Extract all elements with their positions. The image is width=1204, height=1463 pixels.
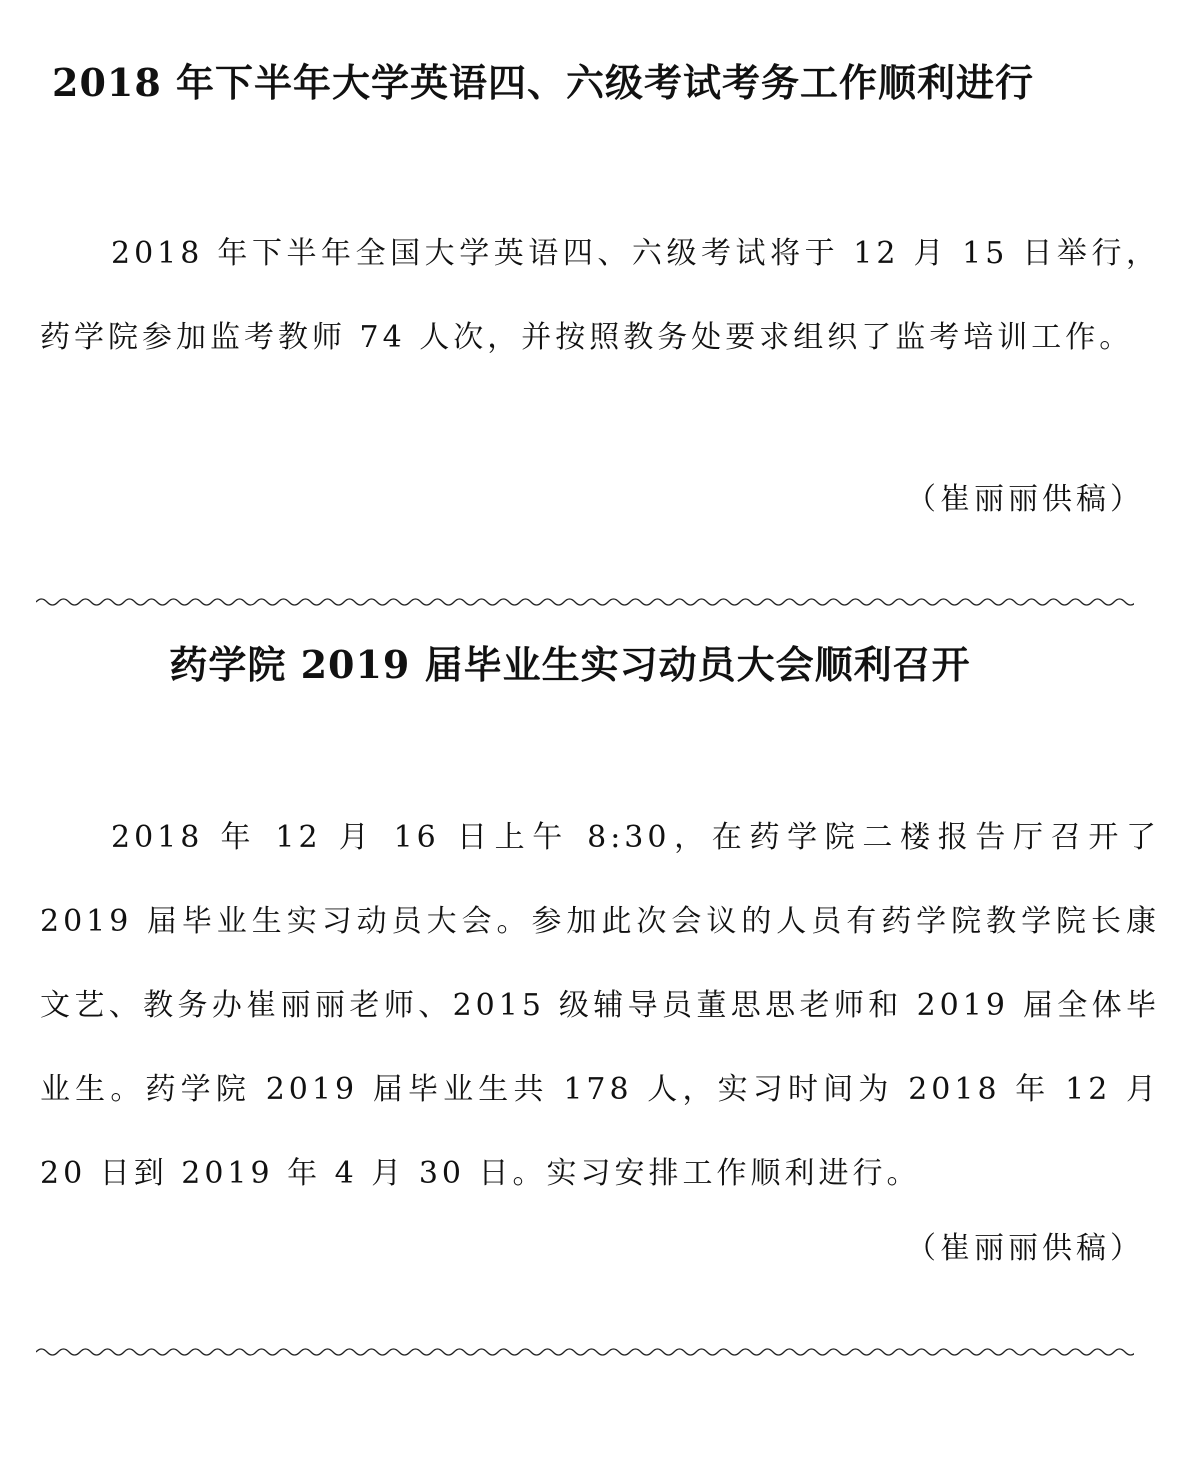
wavy-divider: [36, 596, 1134, 608]
article-1-credit: （崔丽丽供稿）: [906, 482, 1144, 517]
article-2-body: 2018 年 12 月 16 日上午 8:30，在药学院二楼报告厅召开了 2019 届毕业生实习动员大会。参加此次会议的人员有药学院教学院长康文艺、教务办崔丽丽老师、2015 级辅导员董思思老师和 2019 届全体毕业生。药学院 2019 届毕业生共 178 人，实习时间为 2018 年 12 月 20 日到 2019 年 4 月 30 日。实习安排工作顺利进行。: [40, 820, 1160, 1191]
article-1-body: 2018 年下半年全国大学英语四、六级考试将于 12 月 15 日举行，药学院参加监考教师 74 人次，并按照教务处要求组织了监考培训工作。: [40, 236, 1160, 355]
article-2-title: 药学院 2019 届毕业生实习动员大会顺利召开: [169, 642, 971, 687]
article-2-credit: （崔丽丽供稿）: [906, 1231, 1144, 1266]
wavy-divider: [36, 1346, 1134, 1358]
article-1-title: 2018 年下半年大学英语四、六级考试考务工作顺利进行: [52, 60, 1034, 105]
